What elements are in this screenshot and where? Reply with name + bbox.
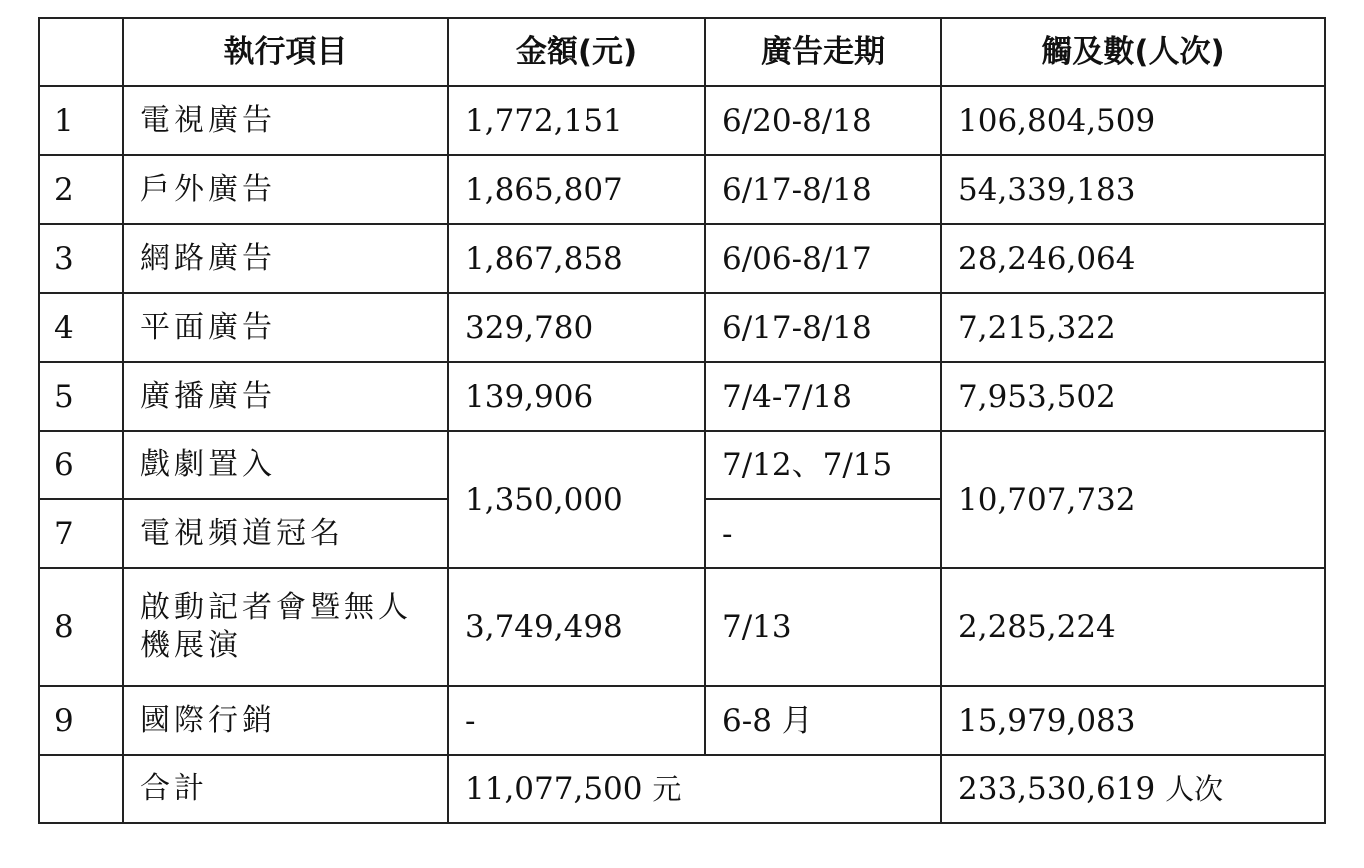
merged-amount: 1,350,000 — [448, 431, 705, 568]
row-reach: 15,979,083 — [941, 686, 1325, 755]
table-row — [39, 224, 1325, 293]
row-period: 7/4-7/18 — [705, 362, 941, 431]
total-reach-cell — [941, 755, 1325, 823]
row-period: - — [705, 499, 941, 568]
row-index: 4 — [39, 293, 123, 362]
row-index: 7 — [39, 499, 123, 568]
row-period: 6/17-8/18 — [705, 293, 941, 362]
row-reach: 106,804,509 — [941, 86, 1325, 155]
row-amount: 1,867,858 — [448, 224, 705, 293]
total-amount: 11,077,500 — [465, 771, 643, 807]
header-reach: 觸及數(人次) — [941, 18, 1325, 86]
table-header-row — [39, 18, 1325, 86]
row-amount: 1,865,807 — [448, 155, 705, 224]
row-index: 5 — [39, 362, 123, 431]
row-item: 國際行銷 — [123, 686, 448, 755]
row-item: 電視頻道冠名 — [123, 499, 448, 568]
total-reach: 233,530,619 — [958, 771, 1156, 807]
row-reach: 2,285,224 — [941, 568, 1325, 686]
table-row — [39, 293, 1325, 362]
row-item: 戶外廣告 — [123, 155, 448, 224]
row-period: 6/20-8/18 — [705, 86, 941, 155]
header-item: 執行項目 — [123, 18, 448, 86]
row-item-line2: 機展演 — [140, 628, 242, 663]
header-amount: 金額(元) — [448, 18, 705, 86]
row-period: 6/06-8/17 — [705, 224, 941, 293]
row-index: 3 — [39, 224, 123, 293]
row-index: 1 — [39, 86, 123, 155]
row-item: 電視廣告 — [123, 86, 448, 155]
total-amount-unit: 元 — [652, 772, 682, 806]
total-amount-cell — [448, 755, 941, 823]
row-index: 2 — [39, 155, 123, 224]
table-row — [39, 362, 1325, 431]
row-period: 7/13 — [705, 568, 941, 686]
header-period: 廣告走期 — [705, 18, 941, 86]
row-amount: 1,772,151 — [448, 86, 705, 155]
total-label: 合計 — [123, 755, 448, 823]
row-index: 8 — [39, 568, 123, 686]
row-reach: 28,246,064 — [941, 224, 1325, 293]
table-row — [39, 86, 1325, 155]
row-index: 9 — [39, 686, 123, 755]
total-index — [39, 755, 123, 823]
row-period: 6-8 月 — [705, 686, 941, 755]
row-amount: 3,749,498 — [448, 568, 705, 686]
row-reach: 7,953,502 — [941, 362, 1325, 431]
total-reach-unit: 人次 — [1165, 772, 1224, 806]
row-item: 平面廣告 — [123, 293, 448, 362]
row-item: 廣播廣告 — [123, 362, 448, 431]
row-amount: 329,780 — [448, 293, 705, 362]
header-index — [39, 18, 123, 86]
row-item-line1: 啟動記者會暨無人 — [140, 590, 412, 625]
row-reach: 54,339,183 — [941, 155, 1325, 224]
table-row — [39, 568, 1325, 686]
row-reach: 7,215,322 — [941, 293, 1325, 362]
row-item: 戲劇置入 — [123, 431, 448, 499]
row-period: 7/12、7/15 — [705, 431, 941, 499]
row-index: 6 — [39, 431, 123, 499]
row-amount: - — [448, 686, 705, 755]
row-amount: 139,906 — [448, 362, 705, 431]
table-row — [39, 686, 1325, 755]
merged-reach: 10,707,732 — [941, 431, 1325, 568]
table-row — [39, 431, 1325, 499]
row-item — [123, 568, 448, 686]
row-period: 6/17-8/18 — [705, 155, 941, 224]
ad-campaign-table — [38, 17, 1326, 824]
table-row — [39, 155, 1325, 224]
table-total-row — [39, 755, 1325, 823]
row-item: 網路廣告 — [123, 224, 448, 293]
